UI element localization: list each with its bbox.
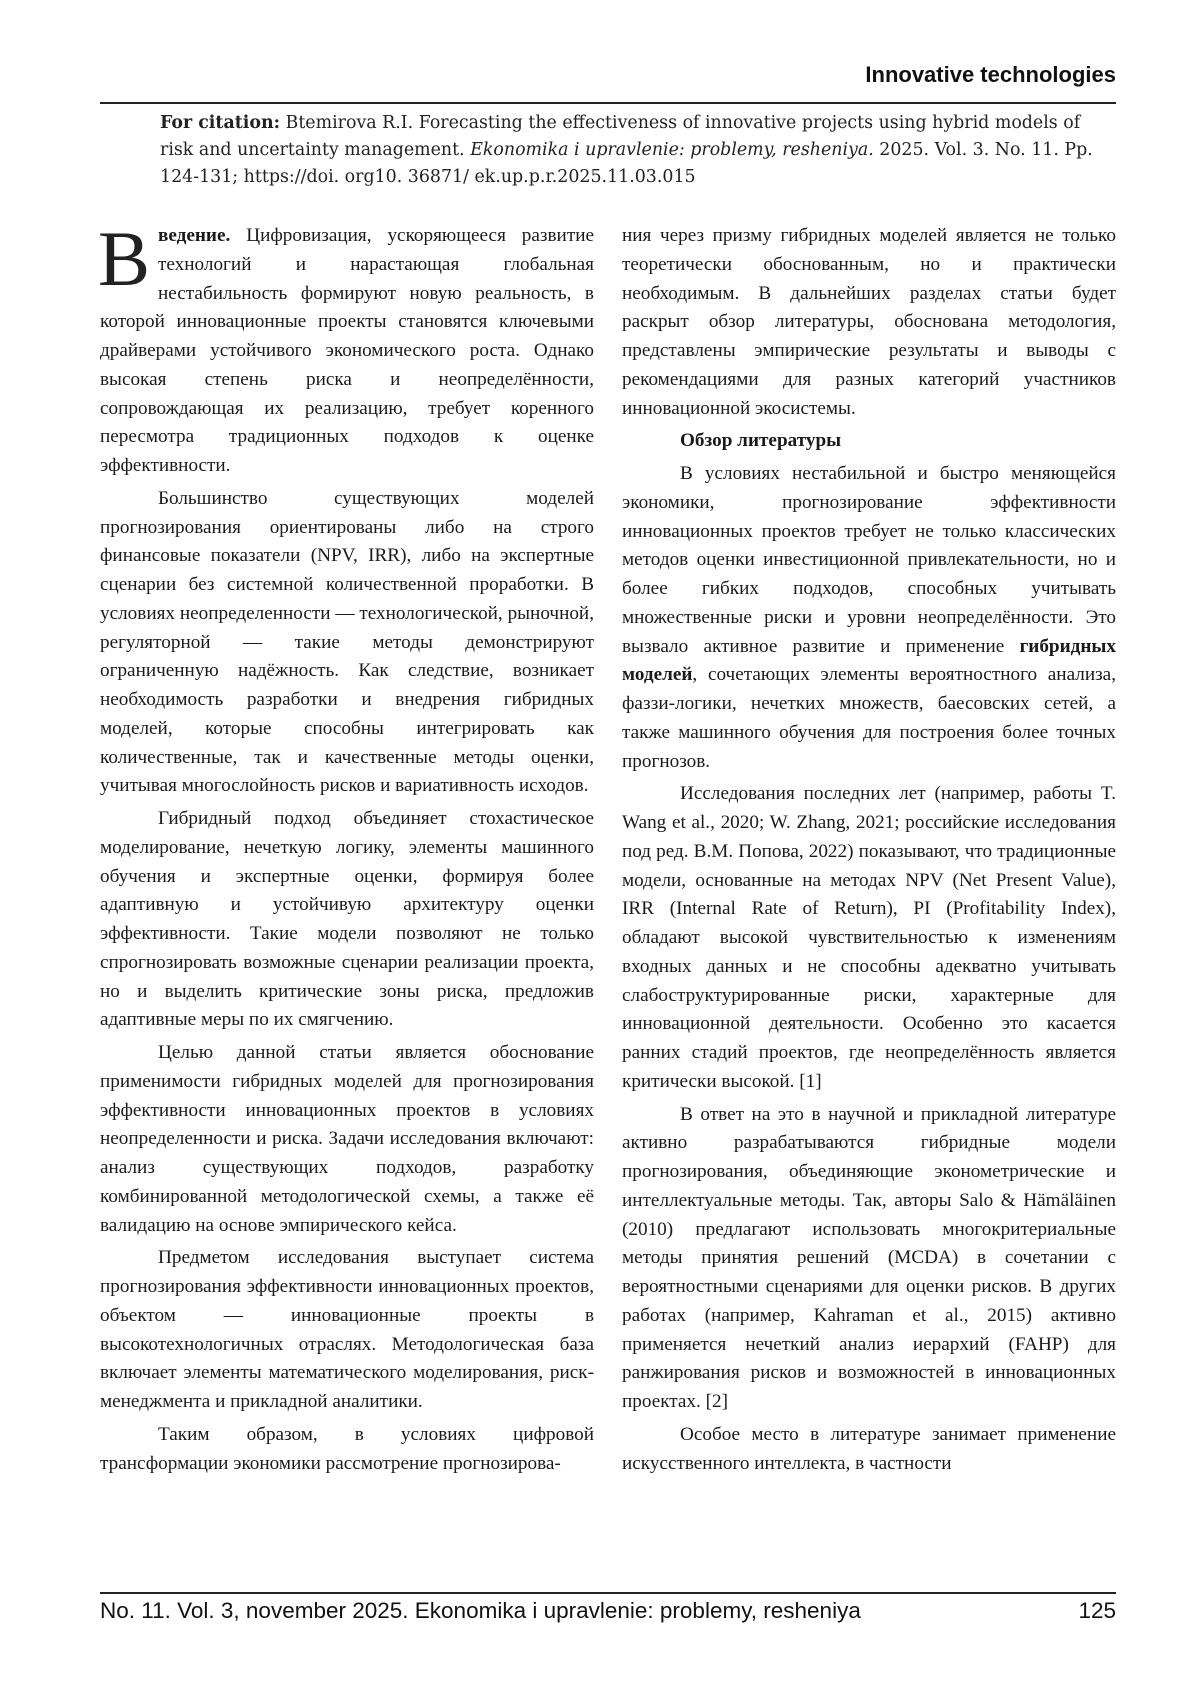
- paragraph: [622, 460, 1116, 776]
- citation-label: For citation:: [160, 113, 281, 133]
- paragraph: В ответ на это в научной и прикладной литературе активно разрабатываются гибридные модели прогнозирования, объединяющие эконометрические и интеллектуальные методы. Так, авторы Salo & Hämäläinen (2010) предлагают использовать многокритериальные методы принятия решений (MCDA) в сочетании с вероятностными сценариями для оценки рисков. В других работах (например, Kahraman et al., 2015) активно применяется нечеткий анализ иерархий (FAHP) для ранжирования рисков и возможностей в инновационных проектах. [2]: [622, 1103, 1116, 1412]
- paragraph: Большинство существующих моделей прогнозирования ориентированы либо на строго финансовые показатели (NPV, IRR), либо на экспертные сценарии без системной количественной проработки. В условиях неопределенности — технологической, рыночной, регуляторной — такие методы демонстрируют ограниченную надёжность. Как следствие, возникает необходимость разработки и внедрения гибридных моделей, которые способны интегрировать как количественные, так и качественные методы оценки, учитывая многослойность рисков и вариативность исходов.: [100, 487, 594, 797]
- left-column: [98, 215, 594, 1478]
- citation-tail: 2025. Vol. 3. No. 11. Pp. 124-131; https://doi. org10. 36871/ ek.up.p.r.2025.11.03.015: [160, 140, 1093, 187]
- footer-divider: [100, 1592, 1116, 1594]
- paragraph-continuation: ния через призму гибридных моделей является не только теоретически обоснованным, но и практически необходимым. В дальнейших разделах статьи будет раскрыт обзор литературы, обоснована методология, представлены эмпирические результаты и выводы с рекомендациями для разных категорий участников инновационной экосистемы.: [622, 225, 1116, 419]
- right-column: [622, 222, 1116, 1478]
- citation-journal: Ekonomika i upravlenie: problemy, resheniya.: [470, 140, 874, 160]
- paragraph: Особое место в литературе занимает применение искусственного интеллекта, в частности: [622, 1423, 1116, 1474]
- paragraph: Целью данной статьи является обоснование применимости гибридных моделей для прогнозирования эффективности инновационных проектов в условиях неопределенности и риска. Задачи исследования включают: анализ существующих подходов, разработку комбинированной методологической схемы, а также её валидацию на основе эмпирического кейса.: [100, 1042, 594, 1236]
- intro-text: Цифровизация, ускоряющееся развитие технологий и нарастающая глобальная нестабильность формируют новую реальность, в которой инновационные проекты становятся ключевыми драйверами устойчивого экономического роста. Однако высокая степень риска и неопределённости, сопровождающая их реализацию, требует коренного пересмотра традиционных подходов к оценке эффективности.: [100, 225, 594, 476]
- footer-journal-line: No. 11. Vol. 3, november 2025. Ekonomika i upravlenie: problemy, resheniya: [100, 1598, 861, 1623]
- para-text: В условиях нестабильной и быстро меняющейся экономики, прогнозирование эффективности инновационных проектов требует не только классических методов оценки инвестиционной привлекательности, но и более гибких подходов, способных учитывать множественные риски и уровни неопределённости. Это вызвало активное развитие и применение: [622, 463, 1116, 657]
- running-header: Innovative technologies: [865, 62, 1116, 87]
- intro-paragraph: [98, 215, 594, 481]
- header-divider: [100, 102, 1116, 104]
- section-heading: Обзор литературы: [680, 430, 842, 452]
- paragraph: Предметом исследования выступает система прогнозирования эффективности инновационных проектов, объектом — инновационные проекты в высокотехнологичных отраслях. Методологическая база включает элементы математического моделирования, риск-менеджмента и прикладной аналитики.: [100, 1247, 594, 1412]
- citation-block: [160, 110, 1116, 191]
- para-bold-term: гибридных моделей: [622, 635, 1116, 686]
- citation-text: Btemirova R.I. Forecasting the effectiveness of innovative projects using hybrid models of risk and uncertainty management.: [160, 113, 1081, 160]
- paragraph: Гибридный подход объединяет стохастическое моделирование, нечеткую логику, элементы машинного обучения и экспертные оценки, формируя более адаптивную и устойчивую архитектуру оценки эффективности. Такие модели позволяют не только спрогнозировать возможные сценарии реализации проекта, но и выделить критические зоны риска, предложив адаптивные меры по их смягчению.: [100, 808, 594, 1031]
- intro-lead: ведение.: [158, 225, 231, 246]
- drop-cap: В: [98, 215, 151, 302]
- para-text: , сочетающих элементы вероятностного анализа, фаззи-логики, нечетких множеств, баесовских сетей, а также машинного обучения для построения более точных прогнозов.: [622, 664, 1116, 772]
- paragraph: Исследования последних лет (например, работы T. Wang et al., 2020; W. Zhang, 2021; российские исследования под ред. В.М. Попова, 2022) показывают, что традиционные модели, основанные на методах NPV (Net Present Value), IRR (Internal Rate of Return), PI (Profitability Index), обладают высокой чувствительностью к изменениям входных данных и не способны адекватно учитывать слабоструктурированные риски, характерные для инновационной деятельности. Особенно это касается ранних стадий проектов, где неопределённость является критически высокой. [1]: [622, 783, 1116, 1092]
- page-number: 125: [1078, 1598, 1116, 1623]
- paragraph: Таким образом, в условиях цифровой трансформации экономики рассмотрение прогнозирова-: [100, 1423, 594, 1474]
